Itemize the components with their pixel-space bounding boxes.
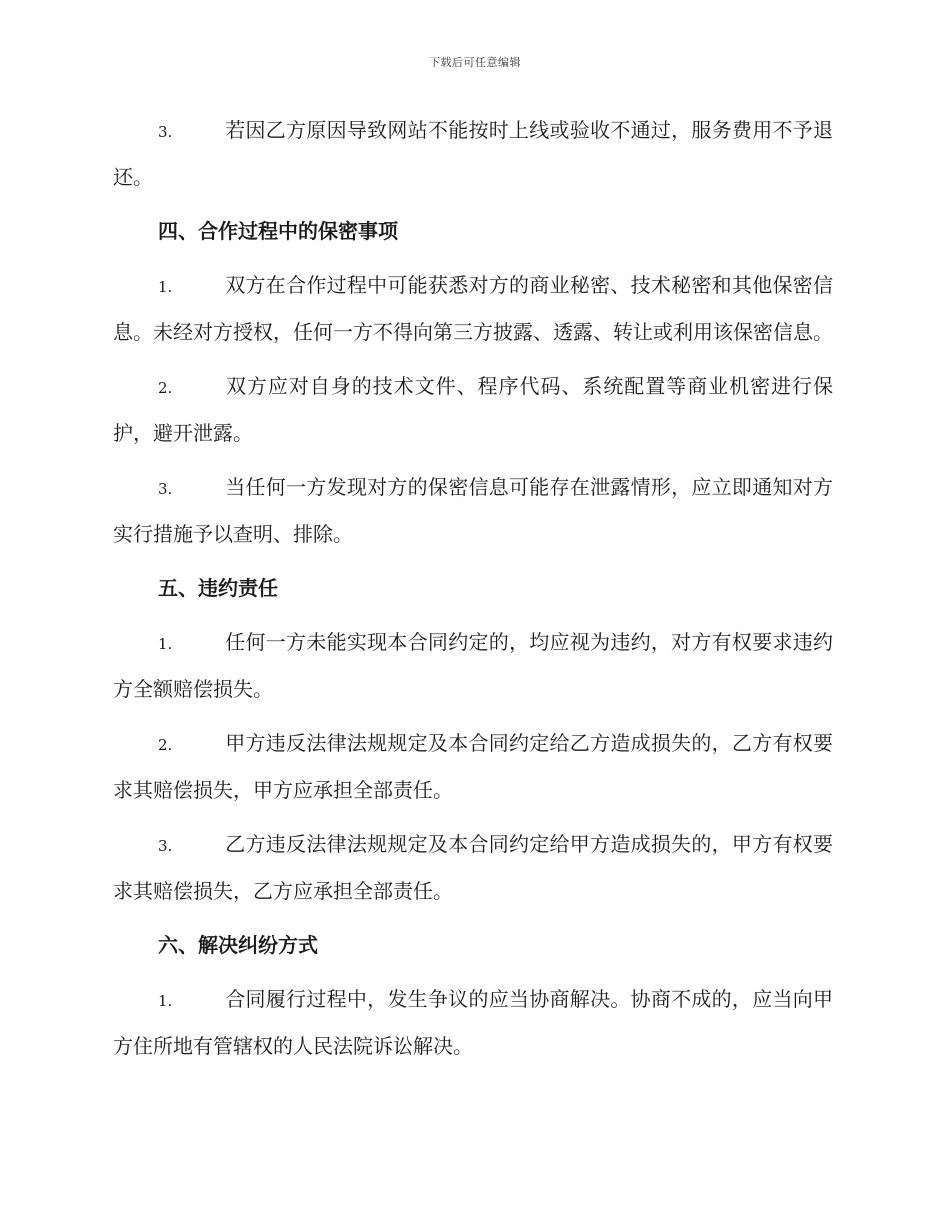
clause-number: 3. bbox=[158, 837, 173, 855]
clause-text: 乙方违反法律法规规定及本合同约定给甲方造成损失的，甲方有权要求其赔偿损失，乙方应承担全部责任。 bbox=[113, 832, 833, 903]
clause-breach-3 bbox=[113, 822, 833, 914]
clause-dispute-1 bbox=[113, 977, 833, 1069]
clause-breach-1 bbox=[113, 620, 833, 712]
clause-text: 任何一方未能实现本合同约定的，均应视为违约，对方有权要求违约方全额赔偿损失。 bbox=[113, 630, 833, 701]
section-heading-confidentiality: 四、合作过程中的保密事项 bbox=[158, 219, 398, 243]
document-body bbox=[113, 108, 833, 1078]
clause-text: 当任何一方发现对方的保密信息可能存在泄露情形，应立即通知对方实行措施予以查明、排除。 bbox=[113, 475, 833, 546]
clause-text: 甲方违反法律法规规定及本合同约定给乙方造成损失的，乙方有权要求其赔偿损失，甲方应承担全部责任。 bbox=[113, 731, 833, 802]
clause-number: 1. bbox=[158, 278, 173, 296]
clause-confidentiality-1 bbox=[113, 263, 833, 355]
clause-text: 双方应对自身的技术文件、程序代码、系统配置等商业机密进行保护，避开泄露。 bbox=[113, 374, 833, 445]
clause-text: 双方在合作过程中可能获悉对方的商业秘密、技术秘密和其他保密信息。未经对方授权，任何一方不得向第三方披露、透露、转让或利用该保密信息。 bbox=[113, 273, 833, 344]
clause-3-refund bbox=[113, 108, 833, 200]
section-heading-dispute: 六、解决纠纷方式 bbox=[158, 933, 318, 957]
clause-number: 3. bbox=[158, 480, 173, 498]
clause-number: 1. bbox=[158, 992, 173, 1010]
clause-breach-2 bbox=[113, 721, 833, 813]
clause-number: 1. bbox=[158, 635, 173, 653]
clause-number: 2. bbox=[158, 736, 173, 754]
clause-text: 若因乙方原因导致网站不能按时上线或验收不通过，服务费用不予退还。 bbox=[113, 118, 833, 189]
page-header: 下载后可任意编辑 bbox=[429, 56, 521, 69]
clause-text: 合同履行过程中，发生争议的应当协商解决。协商不成的，应当向甲方住所地有管辖权的人民法院诉讼解决。 bbox=[113, 987, 833, 1058]
section-heading-breach: 五、违约责任 bbox=[158, 576, 278, 600]
clause-confidentiality-3 bbox=[113, 465, 833, 557]
clause-confidentiality-2 bbox=[113, 364, 833, 456]
clause-number: 2. bbox=[158, 379, 173, 397]
clause-number: 3. bbox=[158, 123, 173, 141]
